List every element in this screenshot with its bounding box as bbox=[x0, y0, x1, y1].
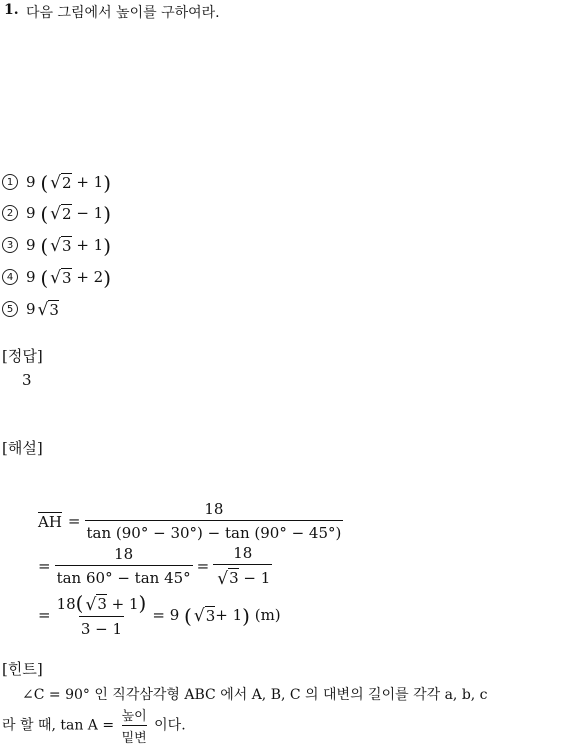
question-text: 다음 그림에서 높이를 구하여라. bbox=[26, 5, 220, 21]
fraction: $\frac{18}{√3 - 1}$ bbox=[213, 544, 272, 588]
hint-line-1: ∠C = 90° 인 직각삼각형 ABC 에서 A, B, C 의 대변의 길이를 각각 a, b, c bbox=[22, 687, 488, 703]
fraction: $\frac{18( √3 + 1)}{3 - 1}$ bbox=[56, 591, 147, 638]
fraction: $\frac{18}{\tan (90^\circ - 30^\circ) - \tan (90^\circ - 45^\circ)}$ bbox=[86, 500, 342, 542]
choice-number-icon: 4 bbox=[2, 269, 18, 285]
hint-line-2: 라 할 때, tan A = $\frac{\text{높이}}{\text{밑변}}$ 이다. bbox=[2, 705, 186, 746]
figure-area bbox=[0, 30, 573, 160]
choice-number-icon: 2 bbox=[2, 205, 18, 221]
choice-3[interactable]: 3 9 ( √ 3 + 1 ) bbox=[0, 232, 111, 258]
solution-label: [해설] bbox=[2, 439, 43, 457]
answer-value: 3 bbox=[22, 371, 32, 389]
fraction: $\frac{18}{\tan 60^\circ - \tan 45^\circ}$ bbox=[56, 545, 191, 587]
choice-4[interactable]: 4 9 ( √ 3 + 2 ) bbox=[0, 264, 111, 290]
answer-label: [정답] bbox=[2, 347, 43, 365]
choice-1[interactable]: 1 9 ( √ 2 + 1 ) bbox=[0, 169, 111, 195]
fraction: $\frac{\text{높이}}{\text{밑변}}$ bbox=[121, 709, 147, 746]
solution-line-2: = $\frac{18}{\tan 60^\circ - \tan 45^\circ}$ = $\frac{18}{√3 - 1}$ bbox=[38, 544, 271, 589]
solution-line-3: = $\frac{18( √3 + 1)}{3 - 1}$ = 9 ( √ 3 + 1 ) (m) bbox=[38, 591, 281, 638]
question-number: 1. bbox=[4, 2, 19, 18]
choice-2[interactable]: 2 9 ( √ 2 − 1 ) bbox=[0, 200, 111, 226]
segment-ah: AH bbox=[38, 512, 62, 531]
choice-number-icon: 3 bbox=[2, 237, 18, 253]
solution-line-1: AH = $\frac{18}{\tan (90^\circ - 30^\circ) - \tan (90^\circ - 45^\circ)}$ bbox=[38, 500, 342, 542]
hint-label: [힌트] bbox=[2, 660, 43, 678]
choice-5[interactable]: 5 9 √ 3 bbox=[0, 296, 59, 322]
choice-number-icon: 1 bbox=[2, 174, 18, 190]
choice-number-icon: 5 bbox=[2, 301, 18, 317]
